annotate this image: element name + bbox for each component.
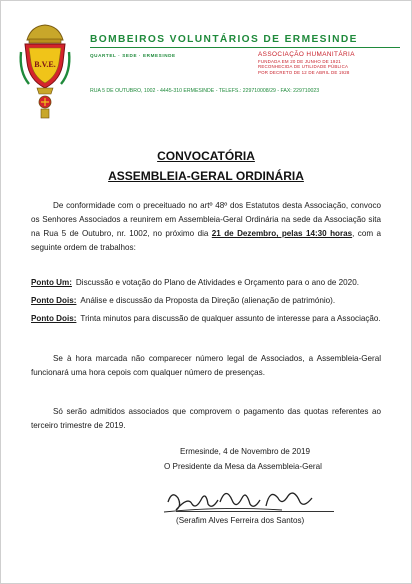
association-block bbox=[258, 51, 398, 75]
fire-brigade-emblem-icon bbox=[17, 22, 73, 122]
agenda-label: Ponto Dois: bbox=[31, 296, 77, 305]
association-line: POR DECRETO DE 12 DE ABRIL DE 1928 bbox=[258, 69, 350, 75]
quotas-paragraph: Só serão admitidos associados que comprovem o pagamento das quotas referentes ao terceiro trimestre de 2019. bbox=[31, 407, 381, 430]
place-date: Ermesinde, 4 de Novembro de 2019 bbox=[180, 447, 311, 456]
agenda-label: Ponto Dois: bbox=[31, 314, 77, 323]
association-title: ASSOCIAÇÃO HUMANITÁRIA bbox=[258, 51, 355, 58]
handwritten-signature bbox=[162, 476, 322, 520]
document-subtitle: ASSEMBLEIA-GERAL ORDINÁRIA bbox=[108, 169, 304, 183]
intro-text: De conformidade com o preceituado no artº 48º dos Estatutos desta Associação, convoco os Senhores Associados a reunirem em Assembleia-Geral Ordinária na sede da Associação sita na Rua 5 de Outubro, nr. 1002, no próximo dia bbox=[31, 201, 381, 238]
header-subline: QUARTEL · SEDE · ERMESINDE bbox=[90, 53, 176, 58]
header-rule bbox=[90, 47, 400, 48]
agenda-text: Análise e discussão da Proposta da Direção (alienação de património). bbox=[80, 296, 336, 305]
association-line: RECONHECIDA DE UTILIDADE PÚBLICA bbox=[258, 64, 349, 70]
org-name: BOMBEIROS VOLUNTÁRIOS DE ERMESINDE bbox=[90, 34, 358, 45]
intro-paragraph bbox=[31, 199, 381, 255]
agenda-item bbox=[31, 312, 381, 326]
signature-line bbox=[176, 511, 334, 512]
association-line: FUNDADA EM 20 DE JUNHO DE 1921 bbox=[258, 59, 341, 64]
signatory-name: (Serafim Alves Ferreira dos Santos) bbox=[176, 516, 305, 525]
agenda-text: Discussão e votação do Plano de Atividades e Orçamento para o ano de 2020. bbox=[75, 278, 359, 287]
address-line: RUA 5 DE OUTUBRO, 1002 - 4445-310 ERMESINDE - TELEFS.: 229710008/29 - FAX: 229710023 bbox=[90, 88, 320, 94]
agenda-text: Trinta minutos para discussão de qualquer assunto de interesse para a Associação. bbox=[80, 314, 381, 323]
meeting-datetime: 21 de Dezembro, pelas 14:30 horas bbox=[211, 229, 353, 238]
intro-end-text: , com a seguinte ordem de trabalhos: bbox=[31, 229, 381, 252]
agenda-label: Ponto Um: bbox=[31, 278, 72, 287]
document-title: CONVOCATÓRIA bbox=[157, 149, 255, 163]
emblem-letters: B.V.E. bbox=[34, 60, 56, 69]
signatory-role: O Presidente da Mesa da Assembleia-Geral bbox=[164, 462, 322, 471]
quorum-paragraph: Se à hora marcada não comparecer número legal de Associados, a Assembleia-Geral funcionará uma hora cepois com qualquer número de presenças. bbox=[31, 354, 381, 377]
agenda-item bbox=[31, 276, 381, 290]
agenda-item bbox=[31, 294, 381, 308]
